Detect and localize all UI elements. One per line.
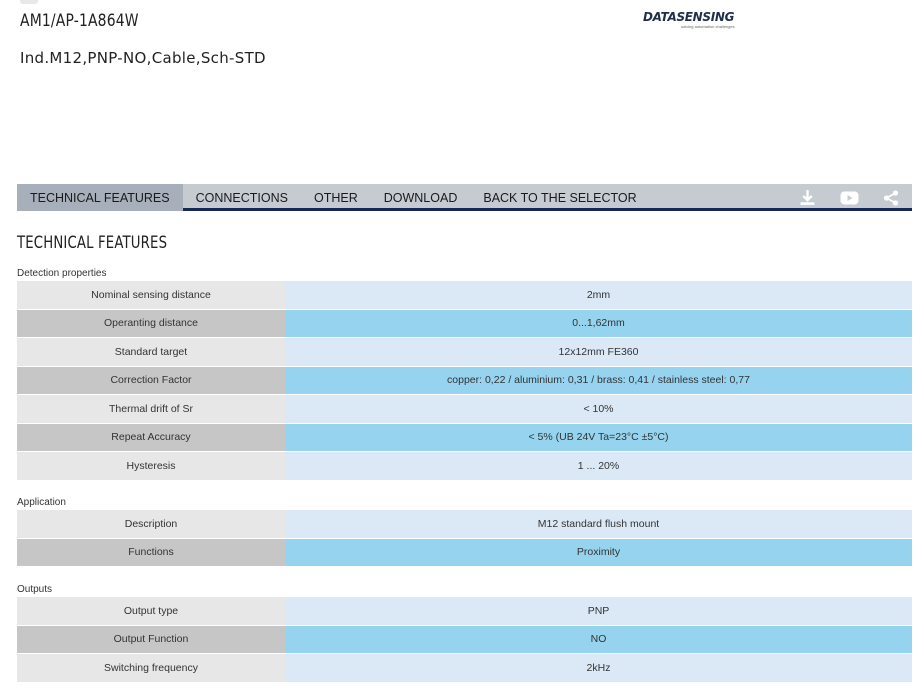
- spec-key: Functions: [17, 539, 285, 568]
- table-row: [17, 597, 912, 626]
- table-row: [17, 310, 912, 339]
- spec-value: NO: [285, 626, 912, 655]
- spec-key: Standard target: [17, 338, 285, 367]
- tab-back-to-selector[interactable]: BACK TO THE SELECTOR: [483, 190, 637, 205]
- spec-value: 12x12mm FE360: [285, 338, 912, 367]
- application-table: [17, 510, 912, 567]
- download-icon[interactable]: [786, 184, 828, 211]
- spec-key: Nominal sensing distance: [17, 281, 285, 310]
- tab-other[interactable]: OTHER: [313, 190, 358, 205]
- detection-properties-table: [17, 281, 912, 481]
- spec-key: Switching frequency: [17, 654, 285, 683]
- spec-value: Proximity: [285, 539, 912, 568]
- spec-key: Output type: [17, 597, 285, 626]
- table-row: [17, 452, 912, 481]
- product-code: AM1/AP-1A864W: [20, 11, 139, 31]
- spec-value: < 5% (UB 24V Ta=23°C ±5°C): [285, 424, 912, 453]
- logo-text: DATASENSING: [643, 10, 735, 24]
- table-row: [17, 395, 912, 424]
- spec-key: Operanting distance: [17, 310, 285, 339]
- spec-value: < 10%: [285, 395, 912, 424]
- tab-technical-features[interactable]: TECHNICAL FEATURES: [17, 184, 183, 211]
- spec-value: 1 ... 20%: [285, 452, 912, 481]
- spec-value: 2kHz: [285, 654, 912, 683]
- spec-key: Description: [17, 510, 285, 539]
- group-label-application: Application: [17, 497, 66, 508]
- spec-key: Correction Factor: [17, 367, 285, 396]
- group-label-detection: Detection properties: [17, 268, 107, 279]
- table-row: [17, 367, 912, 396]
- table-row: [17, 510, 912, 539]
- spec-key: Output Function: [17, 626, 285, 655]
- video-icon[interactable]: [828, 184, 870, 211]
- table-row: [17, 424, 912, 453]
- table-row: [17, 338, 912, 367]
- spec-value: 2mm: [285, 281, 912, 310]
- table-row: [17, 539, 912, 568]
- product-tab-bar: [17, 184, 912, 211]
- table-row: [17, 281, 912, 310]
- tab-connections[interactable]: CONNECTIONS: [195, 190, 288, 205]
- spec-value: 0...1,62mm: [285, 310, 912, 339]
- section-title: TECHNICAL FEATURES: [17, 233, 168, 253]
- datasensing-logo[interactable]: [643, 10, 735, 32]
- table-row: [17, 654, 912, 683]
- spec-key: Repeat Accuracy: [17, 424, 285, 453]
- spec-value: M12 standard flush mount: [285, 510, 912, 539]
- spec-value: copper: 0,22 / aluminium: 0,31 / brass: 0,41 / stainless steel: 0,77: [285, 367, 912, 396]
- product-description: Ind.M12,PNP-NO,Cable,Sch-STD: [20, 49, 266, 67]
- outputs-table: [17, 597, 912, 683]
- header-corner-mark: [20, 0, 38, 4]
- spec-value: PNP: [285, 597, 912, 626]
- share-icon[interactable]: [870, 184, 912, 211]
- spec-key: Thermal drift of Sr: [17, 395, 285, 424]
- spec-key: Hysteresis: [17, 452, 285, 481]
- logo-tagline: solving automation challenges: [681, 24, 735, 29]
- tab-download[interactable]: DOWNLOAD: [383, 190, 458, 205]
- group-label-outputs: Outputs: [17, 584, 53, 595]
- table-row: [17, 626, 912, 655]
- tab-bar-actions: [786, 184, 912, 211]
